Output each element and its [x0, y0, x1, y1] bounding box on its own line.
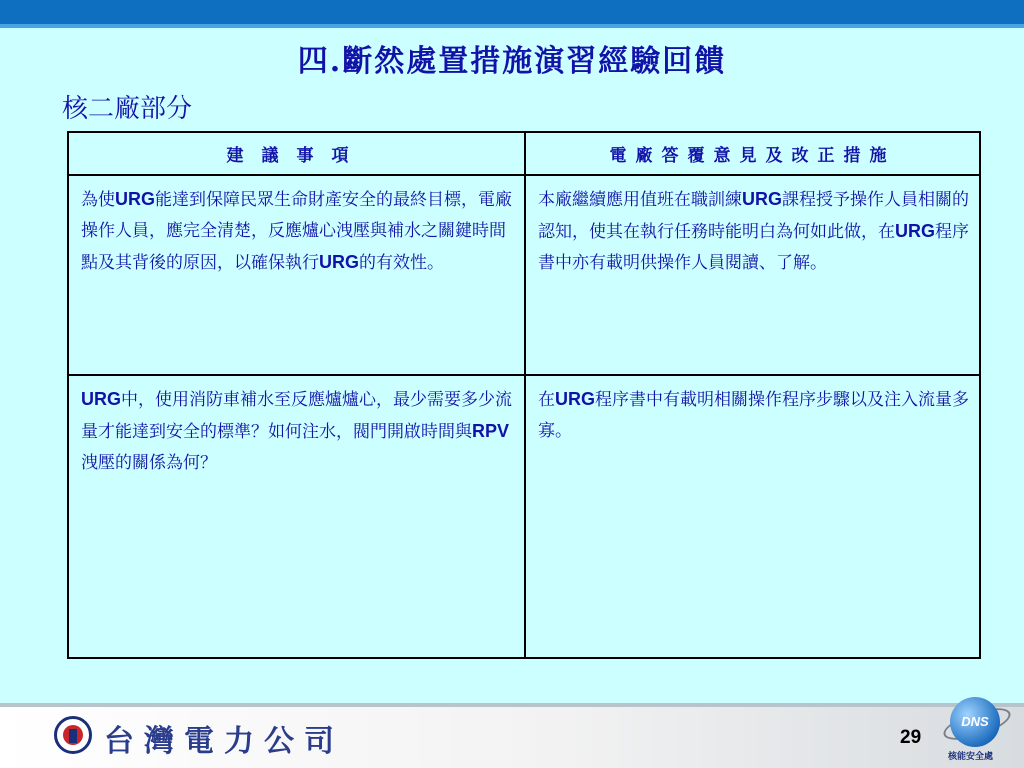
dns-globe-icon: DNS	[950, 697, 1000, 747]
table-row	[68, 375, 980, 658]
header-suggestion: 建議事項	[68, 132, 525, 175]
cell-text: 洩壓的關係為何？	[81, 453, 217, 473]
header-response: 電廠答覆意見及改正措施	[525, 132, 980, 175]
dns-caption: 核能安全處	[948, 752, 994, 762]
acronym-text: URG	[81, 389, 121, 409]
company-name: 台灣電力公司	[104, 724, 344, 759]
cell-text: 中，使用消防車補水至反應爐爐心，最少需要多少流量才能達到安全的標準？如何注水，閥門開啟時間與	[81, 390, 512, 442]
response-cell	[525, 375, 980, 658]
cell-text: 在	[538, 390, 555, 410]
acronym-text: RPV	[472, 421, 510, 441]
top-bar	[0, 0, 1024, 24]
cell-text: 能達到保障民眾生命財產安全的最終目標，電廠操作人員，應完全清楚，反應爐心洩壓與補水之關鍵時間點及其背後的原因，以確保執行	[81, 190, 512, 273]
cell-text: 程序書中亦有載明供操作人員閱讀、了解。	[538, 222, 969, 273]
page-number: 29	[900, 727, 922, 748]
top-bar-accent-line	[0, 24, 1024, 28]
footer-divider	[0, 703, 1024, 707]
acronym-text: URG	[319, 252, 359, 272]
cell-text: 本廠繼續應用值班在職訓練	[538, 190, 742, 210]
taipower-logo-icon	[54, 716, 92, 754]
cell-text: 的有效性。	[359, 253, 444, 273]
acronym-text: URG	[115, 189, 155, 209]
table-header-row	[68, 132, 980, 175]
acronym-text: URG	[742, 189, 782, 209]
cell-text: 程序書中有載明相關操作程序步驟以及注入流量多寡。	[538, 390, 969, 441]
slide-subtitle: 核二廠部分	[62, 94, 193, 124]
acronym-text: URG	[555, 389, 595, 409]
table-row	[68, 175, 980, 375]
response-cell	[525, 175, 980, 375]
acronym-text: URG	[895, 221, 935, 241]
suggestion-cell	[68, 375, 525, 658]
cell-text: 為使	[81, 190, 115, 210]
feedback-table	[67, 131, 981, 659]
suggestion-cell	[68, 175, 525, 375]
slide-title: 四.斷然處置措施演習經驗回饋	[297, 44, 727, 79]
cell-text: 課程授予操作人員相關的認知，使其在執行任務時能明白為何如此做，在	[538, 190, 969, 242]
